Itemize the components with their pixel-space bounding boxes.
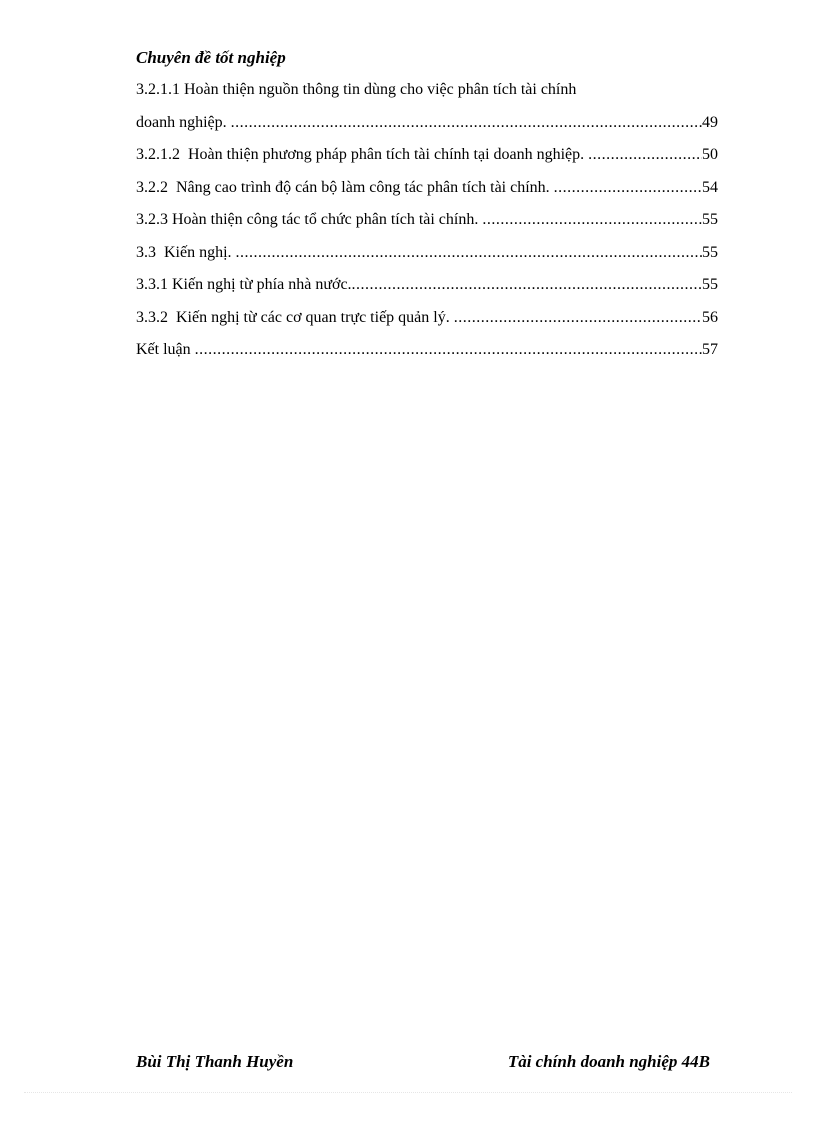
toc-entry-3-3-1 bbox=[136, 269, 718, 302]
toc-entry-text: 3.2.1.2 Hoàn thiện phương pháp phân tích tài chính tại doanh nghiệp. bbox=[136, 146, 589, 163]
toc-dot-leader bbox=[236, 237, 702, 270]
footer-author: Bùi Thị Thanh Huyền bbox=[136, 1052, 294, 1071]
toc-entry-text: Kết luận bbox=[136, 341, 195, 358]
toc-dot-leader bbox=[454, 302, 702, 335]
toc-entry-text: 3.3 Kiến nghị. bbox=[136, 243, 236, 261]
toc-page-number: 50 bbox=[702, 146, 718, 163]
toc-page-number: 49 bbox=[702, 113, 718, 131]
toc-dot-leader bbox=[352, 269, 702, 302]
toc-dot-leader bbox=[231, 107, 702, 140]
toc-entry-text: 3.2.3 Hoàn thiện công tác tổ chức phân tích tài chính. bbox=[136, 211, 483, 228]
toc-dot-leader bbox=[482, 204, 702, 237]
page-footer bbox=[136, 1052, 710, 1072]
toc-page-number: 55 bbox=[702, 243, 718, 261]
page-bottom-divider bbox=[24, 1092, 792, 1093]
toc-page-number: 57 bbox=[702, 341, 718, 358]
toc-entry-3-2-2 bbox=[136, 172, 718, 205]
toc-entry-text: doanh nghiệp. bbox=[136, 113, 231, 131]
toc-entry-3-2-1-2 bbox=[136, 139, 718, 172]
toc-entry-ket-luan bbox=[136, 334, 718, 367]
toc-page-number: 55 bbox=[702, 276, 718, 293]
toc-dot-leader bbox=[588, 139, 702, 172]
table-of-contents bbox=[136, 74, 718, 367]
toc-entry-3-3 bbox=[136, 237, 718, 270]
toc-entry-3-3-2 bbox=[136, 302, 718, 335]
toc-entry-3-2-1-1-line1: 3.2.1.1 Hoàn thiện nguồn thông tin dùng cho việc phân tích tài chính bbox=[136, 81, 577, 98]
toc-page-number: 54 bbox=[702, 178, 718, 196]
toc-entry-text: 3.3.2 Kiến nghị từ các cơ quan trực tiếp quản lý. bbox=[136, 308, 454, 326]
toc-entry-text: 3.2.2 Nâng cao trình độ cán bộ làm công tác phân tích tài chính. bbox=[136, 178, 554, 196]
toc-dot-leader bbox=[554, 172, 702, 205]
document-header-title: Chuyên đề tốt nghiệp bbox=[136, 48, 286, 67]
toc-page-number: 56 bbox=[702, 308, 718, 326]
toc-entry-3-2-1-1 bbox=[136, 107, 718, 140]
toc-dot-leader bbox=[195, 334, 702, 367]
footer-program: Tài chính doanh nghiệp 44B bbox=[507, 1052, 710, 1071]
toc-page-number: 55 bbox=[702, 211, 718, 228]
toc-entry-3-2-3 bbox=[136, 204, 718, 237]
toc-entry-text: 3.3.1 Kiến nghị từ phía nhà nước. bbox=[136, 276, 352, 293]
